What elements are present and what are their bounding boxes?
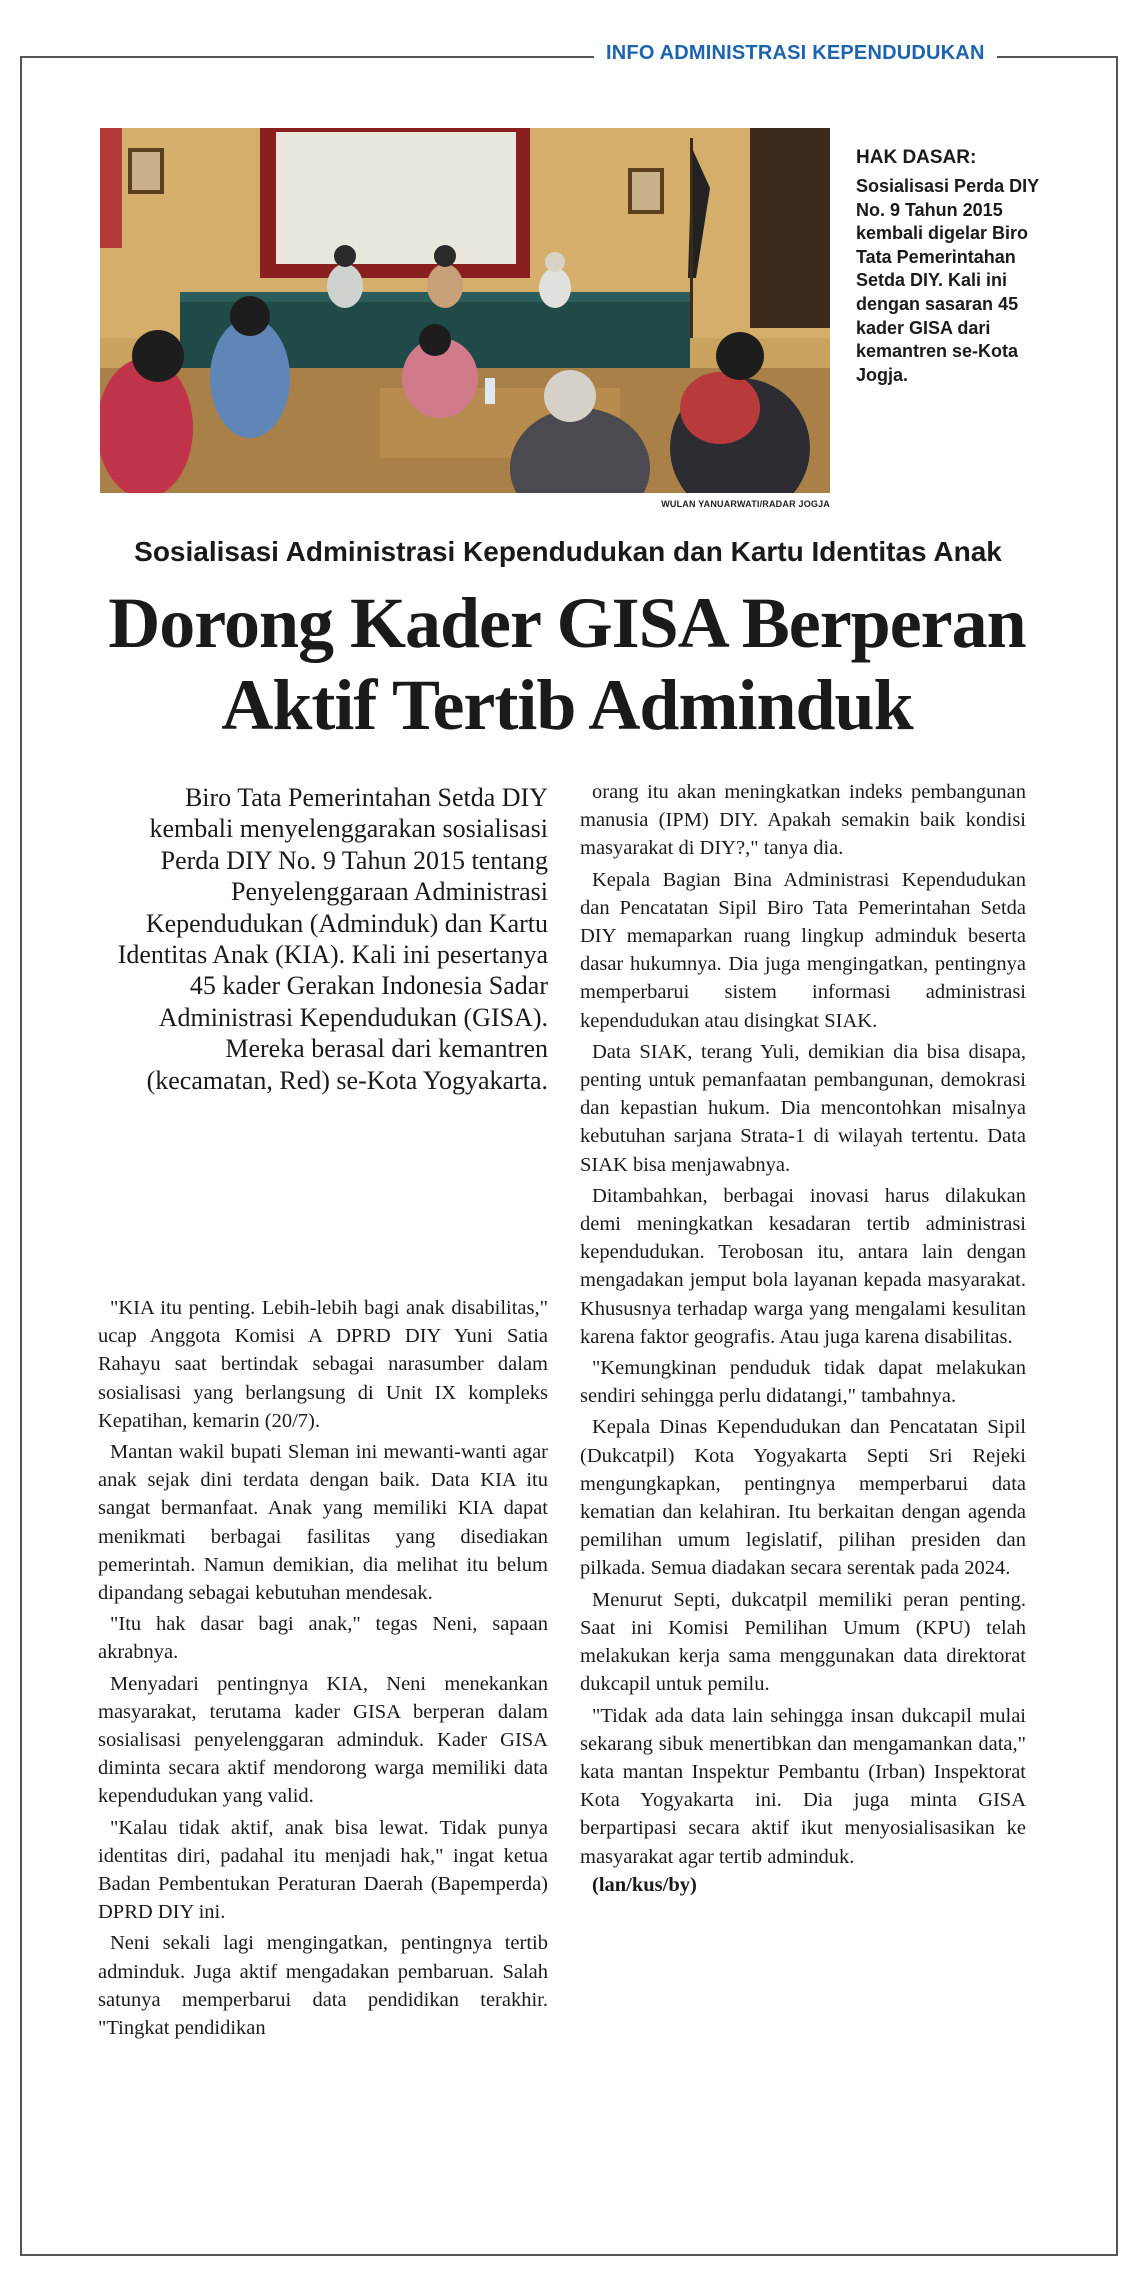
- rubric-rule-right: [1026, 56, 1118, 58]
- body-paragraph: Data SIAK, terang Yuli, demikian dia bisa disapa, penting untuk pemanfaatan pembangunan, demokrasi dan kepastian hukum. Dia mencontohkan misalnya kebutuhan sarjana Strata-1 di wilayah tertentu. Data SIAK bisa menjawabnya.: [580, 1040, 1026, 1176]
- headline-line-2: Aktif Tertib Adminduk: [221, 665, 913, 745]
- rubric-label: INFO ADMINISTRASI KEPENDUDUKAN: [594, 42, 997, 65]
- lead-paragraph: Biro Tata Pemerintahan Setda DIY kembali menyelenggarakan sosialisasi Perda DIY No. 9 Tahun 2015 tentang Penyelenggaraan Administrasi Kependudukan (Adminduk) dan Kartu Identitas Anak (KIA). Kali ini pesertanya 45 kader Gerakan Indonesia Sadar Administrasi Kependudukan (GISA). Mereka berasal dari kemantren (kecamatan, Red) se-Kota Yogyakarta.: [117, 783, 548, 1095]
- body-column-right: [580, 778, 1026, 1899]
- kicker: Sosialisasi Administrasi Kependudukan dan Kartu Identitas Anak: [134, 536, 1002, 567]
- headline: [60, 582, 1074, 746]
- body-paragraph: "KIA itu penting. Lebih-lebih bagi anak disabilitas," ucap Anggota Komisi A DPRD DIY Yuni Satia Rahayu saat bertindak sebagai narasumber dalam sosialisasi yang berlangsung di Unit IX kompleks Kepatihan, kemarin (20/7).: [98, 1297, 548, 1432]
- body-paragraph: "Itu hak dasar bagi anak," tegas Neni, sapaan akrabnya.: [98, 1613, 548, 1664]
- body-column-left: [98, 1294, 548, 2042]
- body-paragraph: Kepala Dinas Kependudukan dan Pencatatan Sipil (Dukcatpil) Kota Yogyakarta Septi Sri Rejeki mengungkapkan, pentingnya memperbarui data kematian dan kelahiran. Itu berkaitan dengan agenda pemilihan umum legislatif, pilihan presiden dan pilkada. Semua diadakan secara serentak pada 2024.: [580, 1416, 1026, 1580]
- photo-caption: Sosialisasi Perda DIY No. 9 Tahun 2015 kembali digelar Biro Tata Pemerintahan Setda DIY. Kali ini dengan sasaran 45 kader GISA dari kemantren se-Kota Jogja.: [856, 176, 1039, 385]
- body-paragraph: Menurut Septi, dukcatpil memiliki peran penting. Saat ini Komisi Pemilihan Umum (KPU) telah melakukan kerja sama menggunakan data direktorat dukcapil untuk pemilu.: [580, 1588, 1026, 1696]
- body-paragraph: "Kemungkinan penduduk tidak dapat melakukan sendiri sehingga perlu didatangi," tambahnya.: [580, 1357, 1026, 1408]
- body-paragraph: Kepala Bagian Bina Administrasi Kependudukan dan Pencatatan Sipil Biro Tata Pemerintahan Setda DIY memaparkan ruang lingkup adminduk beserta dasar hukumnya. Dia juga mengingatkan, pentingnya memperbarui sistem informasi administrasi kependudukan atau disingkat SIAK.: [580, 868, 1026, 1032]
- body-paragraph: Mantan wakil bupati Sleman ini mewanti-wanti agar anak sejak dini terdata dengan baik. Data KIA itu sangat bermanfaat. Anak yang memiliki KIA dapat menikmati berbagai fasilitas yang disediakan pemerintah. Namun demikian, dia melihat itu belum dipandang sebagai kebutuhan mendesak.: [98, 1441, 548, 1605]
- body-paragraph: "Kalau tidak aktif, anak bisa lewat. Tidak punya identitas diri, padahal itu menjadi hak," ingat ketua Badan Pembentukan Peraturan Daerah (Bapemperda) DPRD DIY ini.: [98, 1816, 548, 1924]
- rubric-rule-left: [20, 56, 590, 58]
- author-signature: (lan/kus/by): [592, 1873, 697, 1896]
- headline-line-1: Dorong Kader GISA Berperan: [108, 583, 1026, 663]
- body-paragraph: Ditambahkan, berbagai inovasi harus dilakukan demi meningkatkan kesadaran tertib administrasi kependudukan. Terobosan itu, antara lain dengan mengadakan jemput bola layanan kepada masyarakat. Khususnya terhadap warga yang mengalami kesulitan karena faktor geografis. Atau juga karena disabilitas.: [580, 1184, 1026, 1348]
- body-paragraph: Menyadari pentingnya KIA, Neni menekankan masyarakat, terutama kader GISA berperan dalam sosialisasi penyelenggaran adminduk. Kader GISA diminta secara aktif mendorong warga memiliki data kependudukan yang valid.: [98, 1672, 548, 1808]
- caption-label: HAK DASAR:: [856, 147, 977, 168]
- body-paragraph: orang itu akan meningkatkan indeks pembangunan manusia (IPM) DIY. Apakah semakin baik kondisi masyarakat di DIY?," tanya dia.: [580, 781, 1026, 860]
- body-paragraph: Neni sekali lagi mengingatkan, pentingnya tertib adminduk. Juga aktif mengadakan pembaruan. Salah satunya memperbarui data pendidikan terakhir. "Tingkat pendidikan: [98, 1932, 548, 2040]
- article-photo: [100, 128, 830, 493]
- photo-credit: WULAN YANUARWATI/RADAR JOGJA: [661, 499, 830, 509]
- body-paragraph: "Tidak ada data lain sehingga insan dukcapil mulai sekarang sibuk menertibkan dan mengamankan data," kata mantan Inspektur Pembantu (Irban) Inspektorat Kota Yogyakarta ini. Dia juga minta GISA berpartipasi secara aktif ikut menyosialisasikan ke masyarakat agar tertib adminduk.: [580, 1704, 1026, 1868]
- meeting-room-photo: [100, 128, 830, 493]
